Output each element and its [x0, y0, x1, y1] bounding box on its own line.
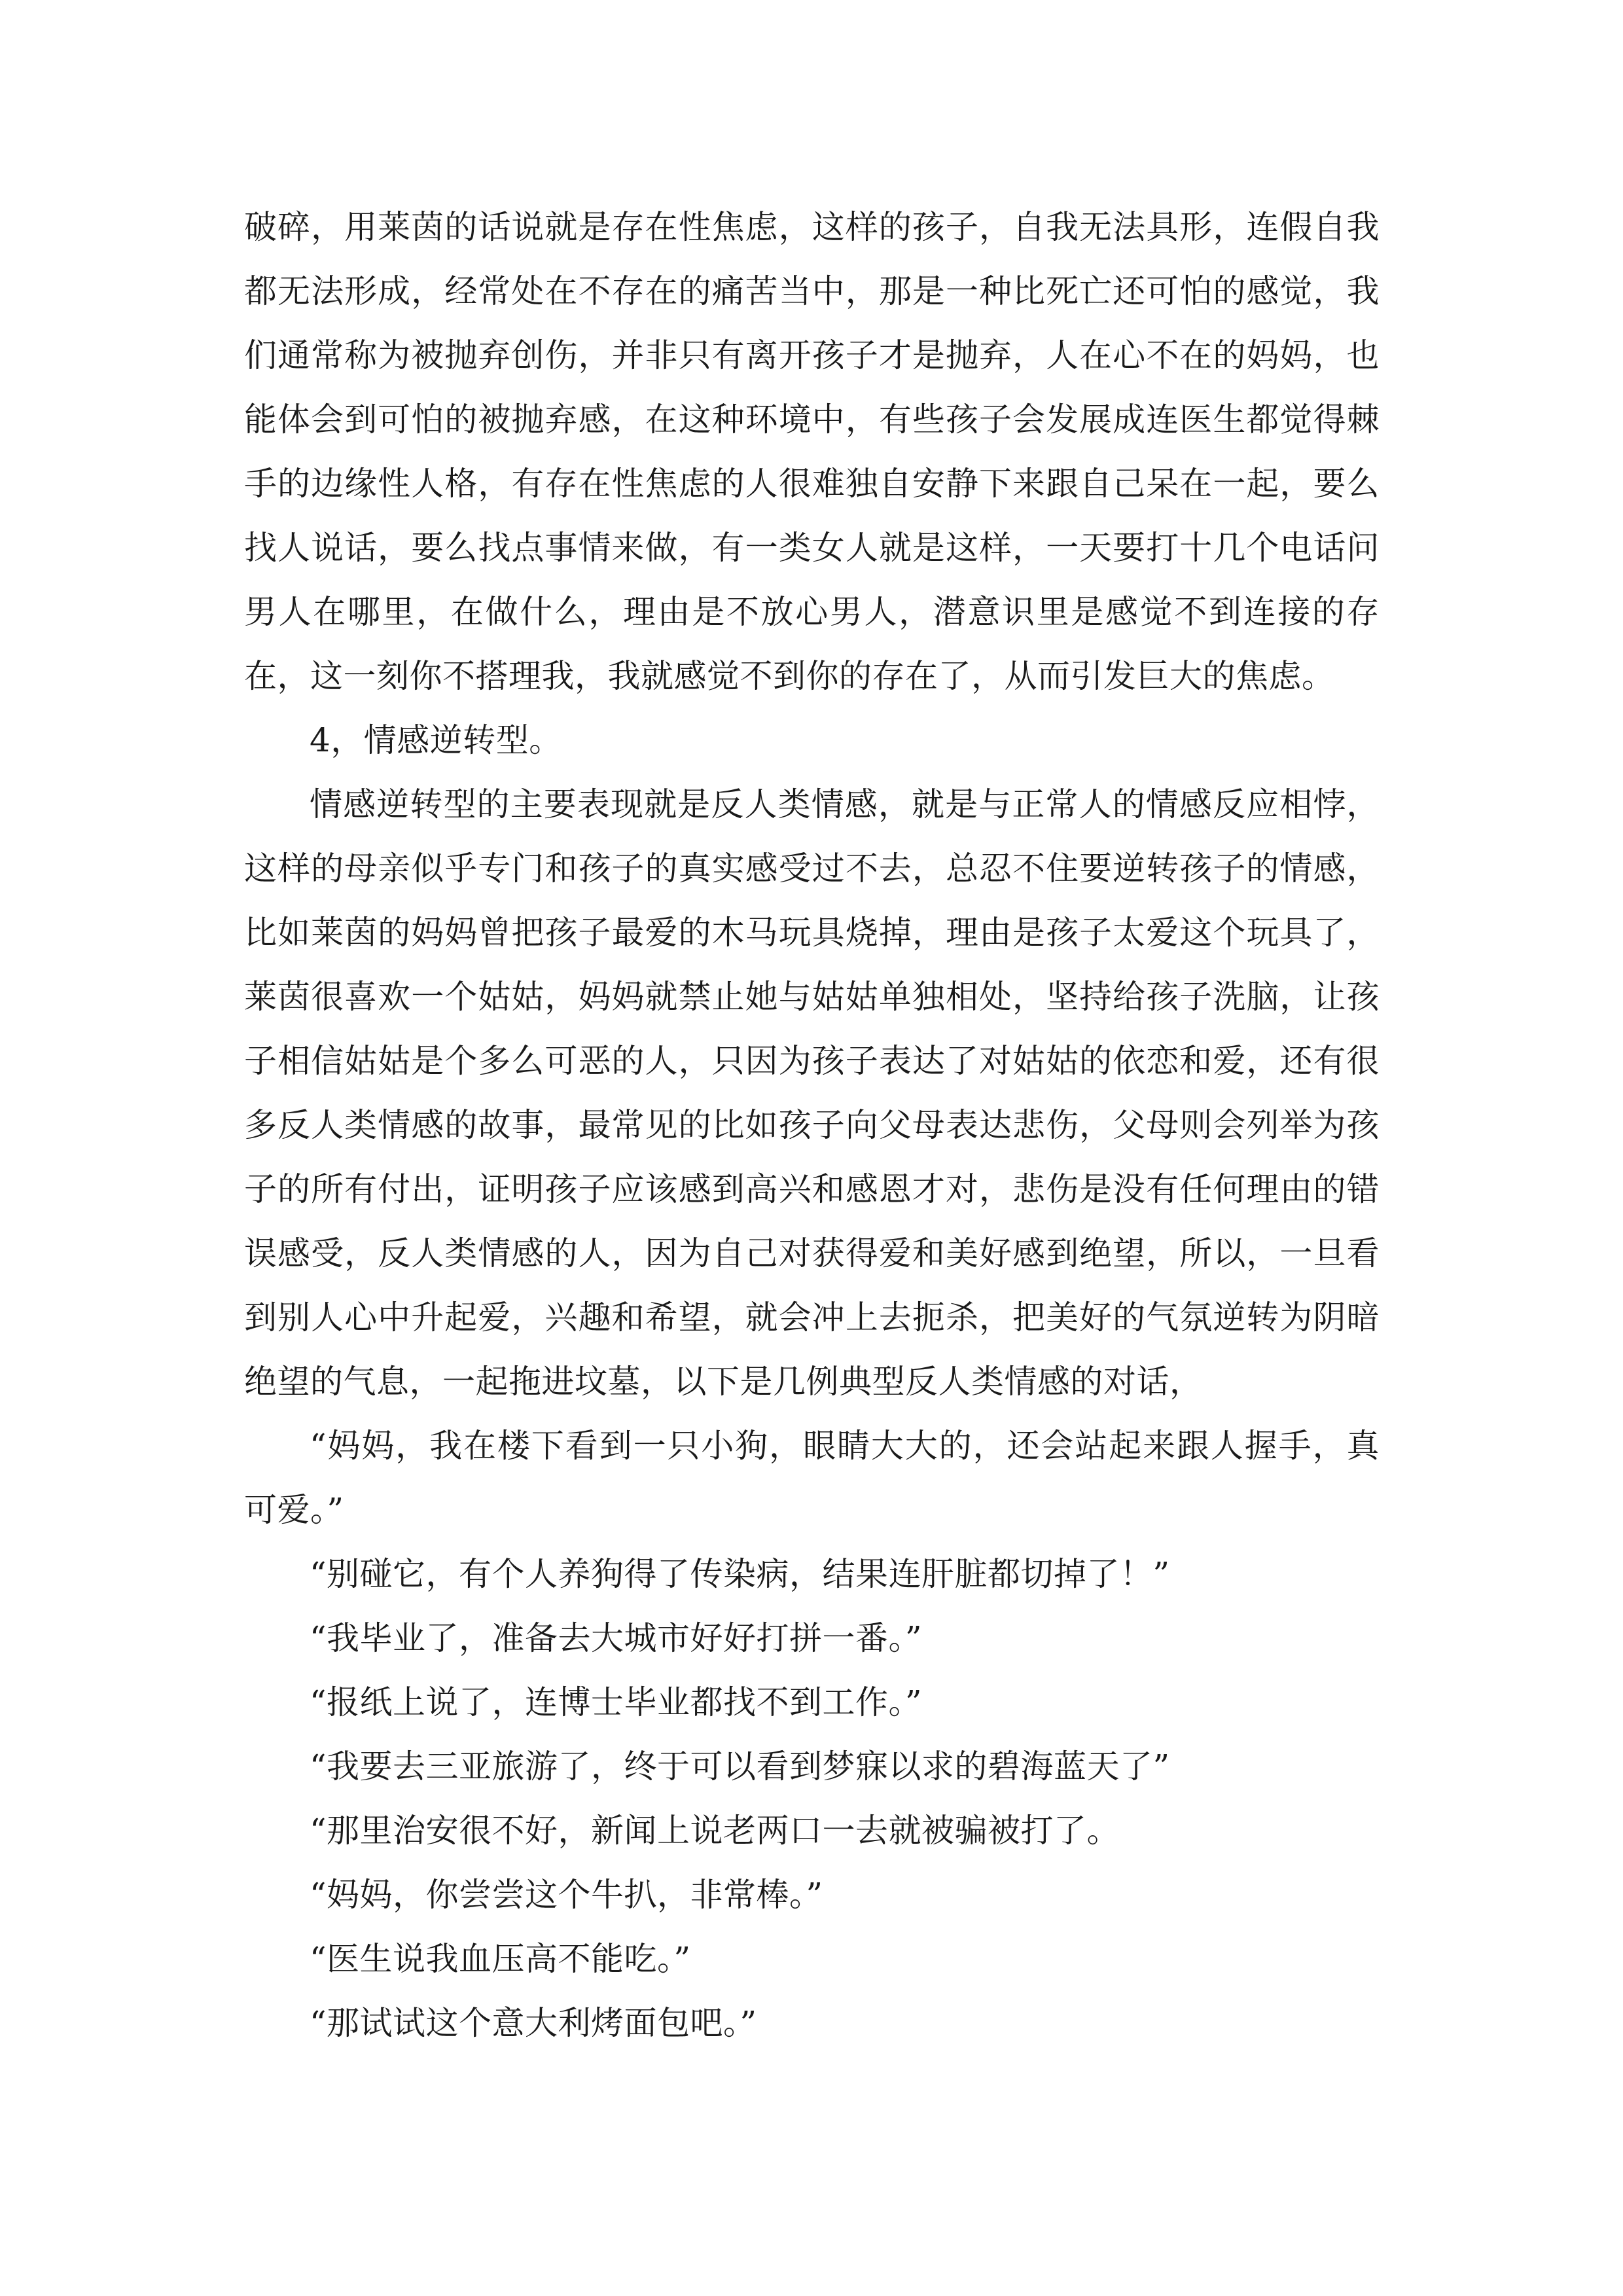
dialogue-line: “我毕业了，准备去大城市好好打拼一番。” — [310, 1619, 923, 1657]
paragraph-continuation: 破碎，用莱茵的话说就是存在性焦虑，这样的孩子，自我无法具形，连假自我都无法形成，经常处在不存在的痛苦当中，那是一种比死亡还可怕的感觉，我们通常称为被抛弃创伤，并非只有离开孩子才是抛弃，人在心不在的妈妈，也能体会到可怕的被抛弃感，在这种环境中，有些孩子会发展成连医生都觉得棘手的边缘性人格，有存在性焦虑的人很难独自安静下来跟自己呆在一起，要么找人说话，要么找点事情来做，有一类女人就是这样，一天要打十几个电话问男人在哪里，在做什么，理由是不放心男人，潜意识里是感觉不到连接的存在，这一刻你不搭理我，我就感觉不到你的存在了，从而引发巨大的焦虑。 — [244, 208, 1380, 695]
dialogue-line: “妈妈，你尝尝这个牛扒，非常棒。” — [310, 1876, 823, 1914]
dialogue-line: “报纸上说了，连博士毕业都找不到工作。” — [310, 1683, 923, 1721]
section-heading: 4，情感逆转型。 — [310, 721, 562, 759]
dialogue-line: “我要去三亚旅游了，终于可以看到梦寐以求的碧海蓝天了” — [310, 1748, 1170, 1785]
dialogue-line: “别碰它，有个人养狗得了传染病，结果连肝脏都切掉了！” — [310, 1555, 1170, 1593]
dialogue-line: “医生说我血压高不能吃。” — [310, 1940, 691, 1978]
paragraph: 情感逆转型的主要表现就是反人类情感，就是与正常人的情感反应相悖，这样的母亲似乎专门和孩子的真实感受过不去，总忍不住要逆转孩子的情感，比如莱茵的妈妈曾把孩子最爱的木马玩具烧掉，理由是孩子太爱这个玩具了，莱茵很喜欢一个姑姑，妈妈就禁止她与姑姑单独相处，坚持给孩子洗脑，让孩子相信姑姑是个多么可恶的人，只因为孩子表达了对姑姑的依恋和爱，还有很多反人类情感的故事，最常见的比如孩子向父母表达悲伤，父母则会列举为孩子的所有付出，证明孩子应该感到高兴和感恩才对，悲伤是没有任何理由的错误感受，反人类情感的人，因为自己对获得爱和美好感到绝望，所以，一旦看到别人心中升起爱，兴趣和希望，就会冲上去扼杀，把美好的气氛逆转为阴暗绝望的气息，一起拖进坟墓，以下是几例典型反人类情感的对话， — [244, 785, 1380, 1401]
dialogue-line: “妈妈，我在楼下看到一只小狗，眼睛大大的，还会站起来跟人握手，真可爱。” — [244, 1427, 1380, 1529]
dialogue-line: “那试试这个意大利烤面包吧。” — [310, 2004, 757, 2042]
dialogue-line: “那里治安很不好，新闻上说老两口一去就被骗被打了。 — [310, 1812, 1120, 1850]
body-text — [244, 195, 1380, 2055]
